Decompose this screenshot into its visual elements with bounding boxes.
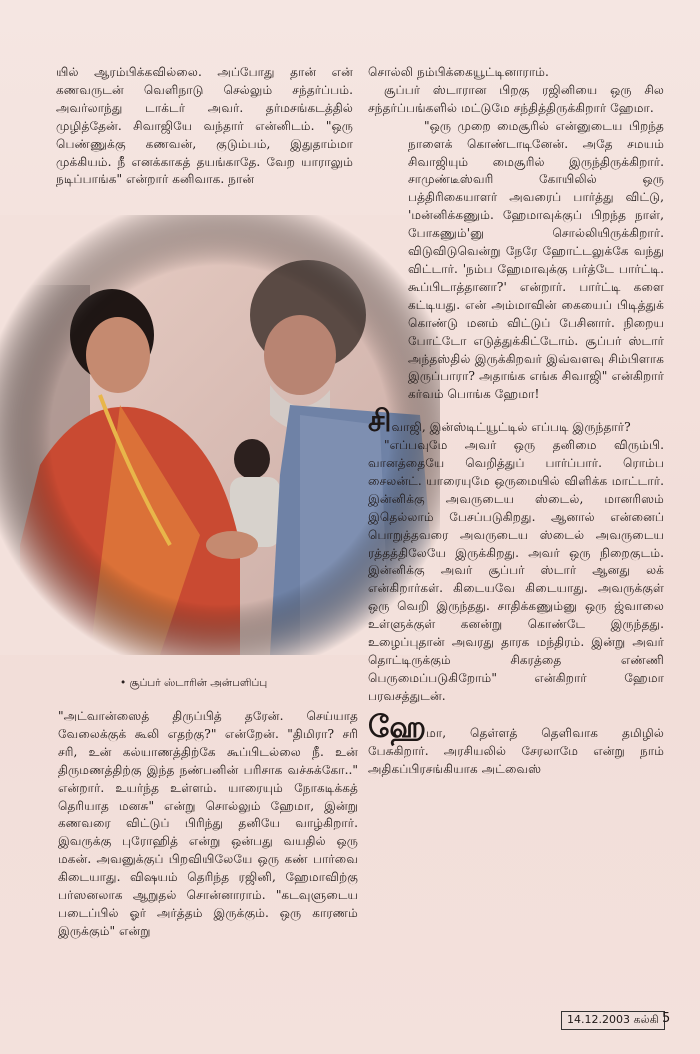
section-heading <box>368 709 664 779</box>
article-column-left-bottom <box>58 708 358 941</box>
article-column-right <box>368 64 664 778</box>
article-paragraph: சொல்லி நம்பிக்கையூட்டினாராம். <box>368 65 549 79</box>
issue-date-badge: 14.12.2003 கல்கி <box>561 1011 665 1030</box>
article-paragraph: யில் ஆரம்பிக்கவில்லை. அப்போது தான் என் கணவருடன் வெளிநாடு செல்லும் சந்தர்ப்பம். அவர்லாந்து டாக்டர் அவர். தர்மசங்கடத்தில் முழித்தேன். சிவாஜியே வந்தார் என்னிடம். "ஒரு பெண்ணுக்கு கணவன், குடும்பம், இதுதாம்மா முக்கியம். நீ எனக்காகத் தயங்காதே. வேற யாராலும் நடிப்பாங்க" என்றார் கனிவாக. நான் <box>56 65 353 187</box>
article-paragraph: "ஒரு முறை மைசூரில் என்னுடைய பிறந்த நாளைக் கொண்டாடினேன். அதே சமயம் சிவாஜியும் மைசூரில் இருந்திருக்கிறார். சாமுண்டீஸ்வரி கோயிலில் ஒரு பத்திரிகையாளர் அவரைப் பார்த்து விட்டு, 'மன்னிக்கணும். ஹேமாவுக்குப் பிறந்த நாள், போகணும்'னு சொல்லியிருக்கிறார். விடுவிடுவென்று நேரே ஹோட்டலுக்கே வந்து விட்டார். 'நம்ப ஹேமாவுக்கு பர்த்டே பார்ட்டி. கூப்பிடாத்தானா?' என்றார். பார்ட்டி களை கட்டியது. என் அம்மாவின் கையைப் பிடித்துக் கொண்டு மனம் விட்டுப் பேசினார். நிறைய போட்டோ எடுத்துக்கிட்டோம். சூப்பர் ஸ்டார் அந்தஸ்தில் இருக்கிறவர் இவ்வளவு சிம்பிளாக இருப்பாரா? அதாங்க எங்க சிவாஜி" என்கிறார் கர்வம் பொங்க ஹேமா! <box>408 118 664 402</box>
section-heading <box>368 404 664 440</box>
article-column-left-top <box>56 64 353 189</box>
section-heading-text: மா, தெள்ளத் தெளிவாக தமிழில் பேசுகிறார். அரசியலில் சேரலாமே என்று நாம் அதிகப்பிரசங்கியாக அட்வைஸ் <box>368 725 664 776</box>
section-heading-text: வாஜி, இன்ஸ்டிட்யூட்டில் எப்படி இருந்தார்? <box>391 420 631 435</box>
dropcap: சி <box>368 404 392 440</box>
article-paragraph: சூப்பர் ஸ்டாரான பிறகு ரஜினியை ஒரு சில சந்தர்ப்பங்களில் மட்டுமே சந்தித்திருக்கிறார் ஹேமா. <box>368 82 664 115</box>
photo-caption: • சூப்பர் ஸ்டாரின் அன்பளிப்பு <box>120 677 268 689</box>
dropcap: ஹே <box>368 709 427 745</box>
article-paragraph: "அட்வான்ஸைத் திருப்பித் தரேன். செய்யாத வேலைக்குக் கூலி எதற்கு?" என்றேன். "திமிரா? சரி சரி, உன் கல்யாணத்திற்கே கூப்பிடல்லை நீ. உன் திருமணத்திற்கு இந்த நண்பனின் பரிசாக வச்சுக்கோ.." என்றார். உயர்ந்த உள்ளம். யாரையும் நோகடிக்கத் தெரியாத மனசு" என்று சொல்லும் ஹேமா, இன்று கணவரை விட்டுப் பிரிந்து தனியே வாழ்கிறார். இவருக்கு புரோஹித் என்று ஒன்பது வயதில் ஒரு மகன். அவனுக்குப் பிறவியிலேயே ஒரு கண் பார்வை கிடையாது. விஷயம் தெரிந்த ரஜினி, ஹேமாவிற்கு பர்ஸனலாக ஆறுதல் சொன்னாராம். "கடவுளுடைய படைப்பில் ஓர் அர்த்தம் இருக்கும். ஒரு காரணம் இருக்கும்" என்று <box>58 709 358 938</box>
article-paragraph: "எப்பவுமே அவர் ஒரு தனிமை விரும்பி. வானத்தையே வெறித்துப் பார்ப்பார். ரொம்ப சைலன்ட். யாரையுமே ஒருமையில் விளிக்க மாட்டார். இன்னிக்கு அவருடைய ஸ்டைல், மானரிஸம் இதெல்லாம் பேசப்படுகிறது. ஆனால் என்னைப் பொறுத்தவரை அவருடைய ஸ்டைல் அவருடைய ரத்தத்திலேயே இருக்கிறது. அவர் ஒரு நிறைகுடம். இன்னிக்கு அவர் சூப்பர் ஸ்டார் ஆனது லக் என்கிறார்கள். கிடையவே கிடையாது. அவருக்குள் ஒரு வெறி இருந்தது. சாதிக்கணும்னு ஒரு ஜ்வாலை உள்ளுக்குள் கனன்று கொண்டே இருந்தது. உழைப்புதான் அவரது தாரக மந்திரம். இன்று அவர் தொட்டிருக்கும் சிகரத்தை எண்ணி பெருமைப்படுகிறோம்" என்கிறார் ஹேமா பரவசத்துடன். <box>368 438 664 703</box>
page-number: 5 <box>662 1011 671 1026</box>
